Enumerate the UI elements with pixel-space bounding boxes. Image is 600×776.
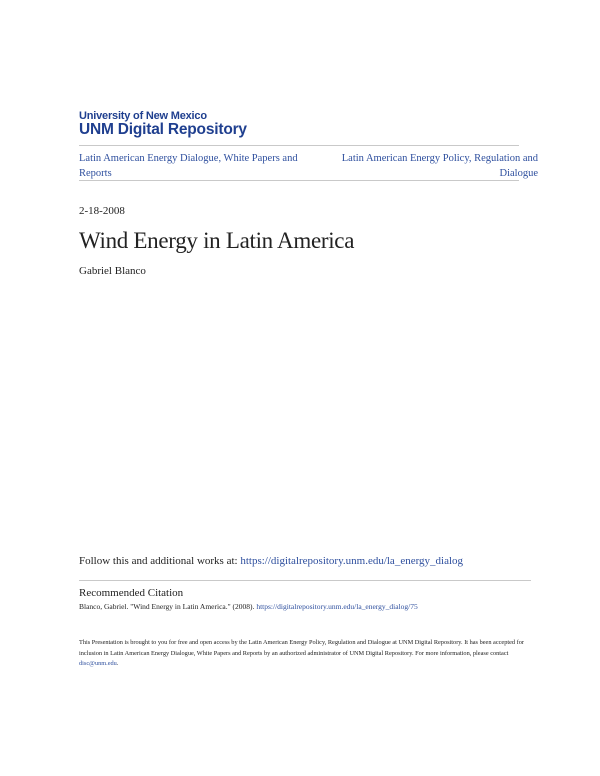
citation-heading: Recommended Citation	[79, 587, 184, 599]
header-divider	[79, 145, 519, 146]
citation-line	[79, 602, 418, 611]
citation-link[interactable]: https://digitalrepository.unm.edu/la_energy_dialog/75	[256, 602, 418, 611]
document-title: Wind Energy in Latin America	[79, 228, 355, 253]
follow-line	[79, 555, 463, 567]
follow-link[interactable]: https://digitalrepository.unm.edu/la_energy_dialog	[240, 555, 464, 567]
notice-text: This Presentation is brought to you for free and open access by the Latin American Energy Policy, Regulation and Dialogue at UNM Digital Repository. It has been accepted for inclusion in Latin American Energy Dialogue, White Papers and Reports by an authorized administrator of UNM Digital Repository. For more information, please contact	[79, 639, 524, 657]
follow-prefix: Follow this and additional works at:	[79, 555, 241, 567]
author-name[interactable]: Gabriel Blanco	[79, 265, 146, 277]
repository-name[interactable]: UNM Digital Repository	[79, 121, 247, 138]
collections-divider	[79, 180, 519, 181]
access-notice	[79, 638, 524, 670]
publication-date: 2-18-2008	[79, 205, 125, 217]
citation-divider	[79, 580, 531, 581]
contact-email-link[interactable]: disc@unm.edu	[79, 660, 117, 667]
citation-text: Blanco, Gabriel. "Wind Energy in Latin America." (2008).	[79, 602, 257, 611]
collection-link-right[interactable]: Latin American Energy Policy, Regulation and Dialogue	[341, 153, 538, 179]
collection-link-left[interactable]: Latin American Energy Dialogue, White Papers and Reports	[79, 153, 298, 179]
notice-end: .	[116, 660, 119, 667]
university-name[interactable]: University of New Mexico	[79, 110, 207, 122]
